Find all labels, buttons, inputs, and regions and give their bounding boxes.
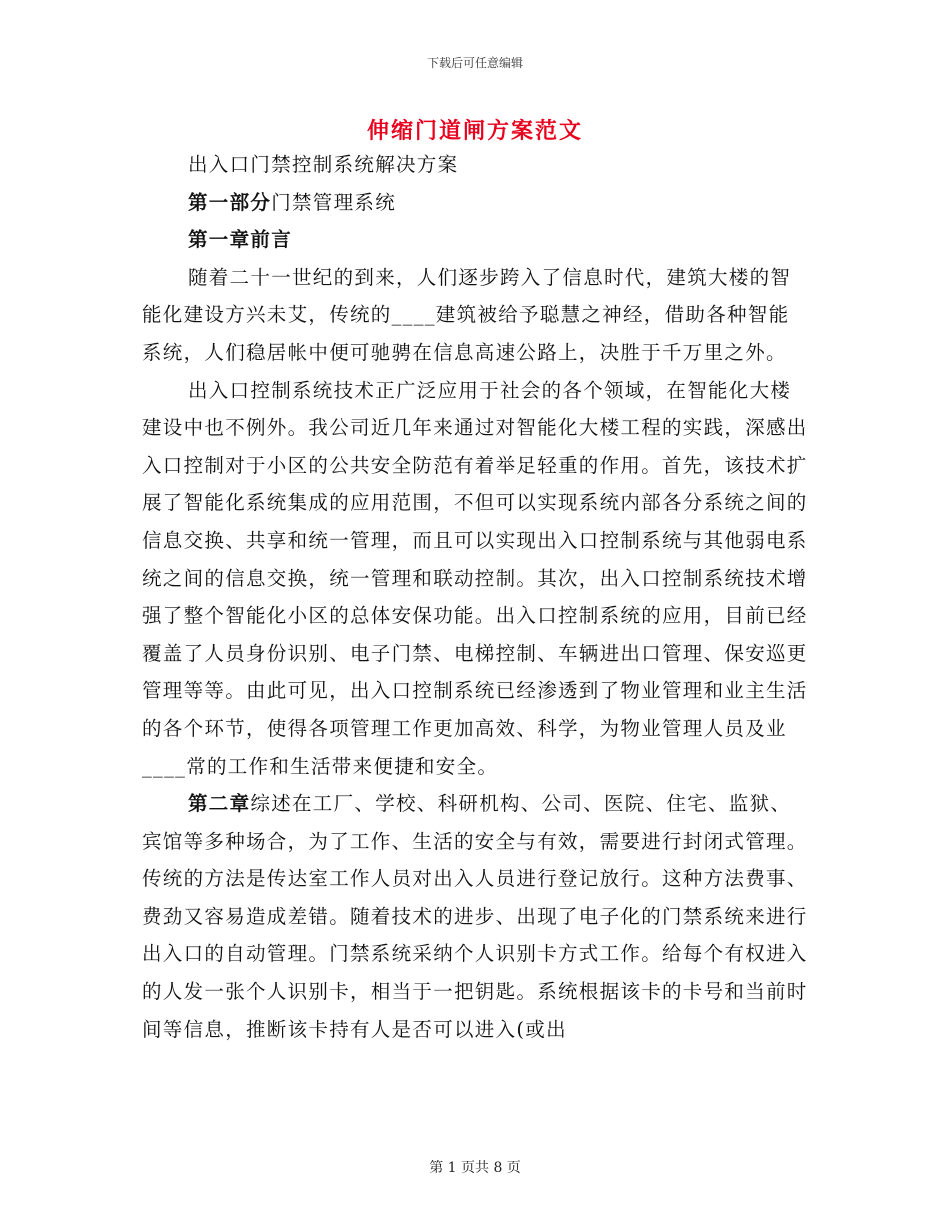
part-text: 门禁管理系统 (271, 190, 397, 214)
chapter1-heading: 第一章前言 (188, 228, 293, 252)
document-body (142, 146, 810, 1048)
paragraph-1: 随着二十一世纪的到来，人们逐步跨入了信息时代，建筑大楼的智能化建设方兴未艾，传统的____建筑被给予聪慧之神经，借助各种智能系统，人们稳居帐中便可驰骋在信息高速公路上，决胜于千万里之外。 (142, 265, 792, 364)
page-footer: 第 1 页共 8 页 (429, 1160, 521, 1176)
part-heading (142, 184, 810, 222)
paragraph-2: 出入口控制系统技术正广泛应用于社会的各个领域，在智能化大楼建设中也不例外。我公司近几年来通过对智能化大楼工程的实践，深感出入口控制对于小区的公共安全防范有着举足轻重的作用。首先，该技术扩展了智能化系统集成的应用范围，不但可以实现系统内部各分系统之间的信息交换、共享和统一管理，而且可以实现出入口控制系统与其他弱电系统之间的信息交换，统一管理和联动控制。其次，出入口控制系统技术增强了整个智能化小区的总体安保功能。出入口控制系统的应用，目前已经覆盖了人员身份识别、电子门禁、电梯控制、车辆进出口管理、保安巡更管理等等。由此可见，出入口控制系统已经渗透到了物业管理和业主生活的各个环节，使得各项管理工作更加高效、科学，为物业管理人员及业____常的工作和生活带来便捷和安全。 (142, 378, 808, 778)
chapter2-paragraph (142, 785, 810, 1048)
header-note: 下载后可任意编辑 (426, 56, 523, 70)
chapter2-text: 综述在工厂、学校、科研机构、公司、医院、住宅、监狱、宾馆等多种场合，为了工作、生活的安全与有效，需要进行封闭式管理。传统的方法是传达室工作人员对出入人员进行登记放行。这种方法费事、费劲又容易造成差错。随着技术的进步、出现了电子化的门禁系统来进行出入口的自动管理。门禁系统采纳个人识别卡方式工作。给每个有权进入的人发一张个人识别卡，相当于一把钥匙。系统根据该卡的卡号和当前时间等信息，推断该卡持有人是否可以进入(或出 (142, 792, 808, 1041)
document-title: 伸缩门道闸方案范文 (366, 118, 583, 144)
chapter2-label: 第二章 (188, 792, 251, 816)
part-label: 第一部分 (188, 190, 272, 214)
subtitle: 出入口门禁控制系统解决方案 (188, 153, 459, 176)
